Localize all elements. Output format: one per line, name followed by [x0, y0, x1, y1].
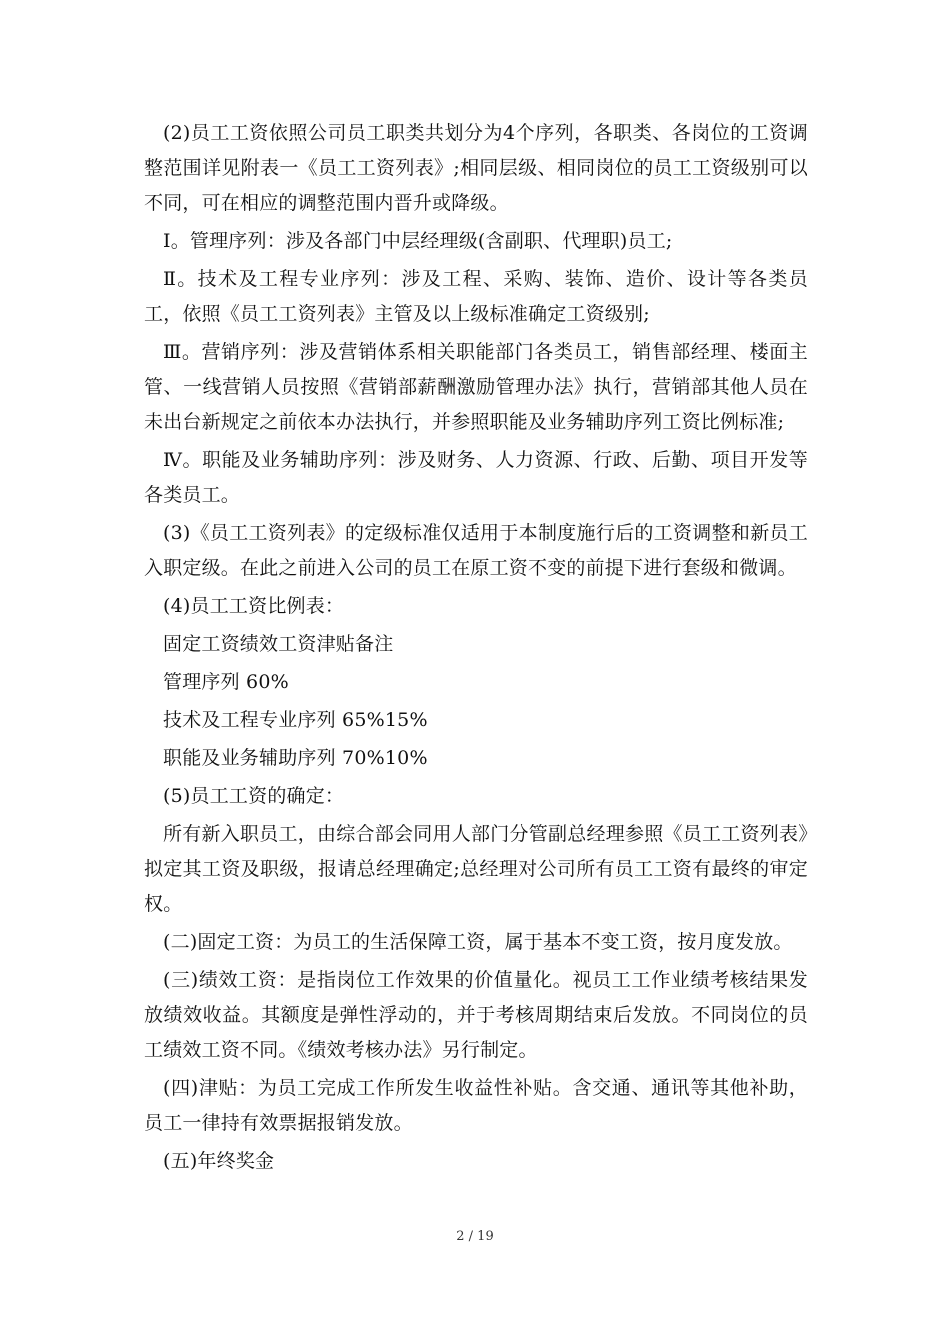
- paragraph-salary-sequences: (2)员工工资依照公司员工职类共划分为4个序列，各职类、各岗位的工资调整范围详见附表一《员工工资列表》;相同层级、相同岗位的员工工资级别可以不同，可在相应的调整范围内晋升或降级。: [144, 122, 808, 214]
- paragraph-performance-salary: (三)绩效工资：是指岗位工作效果的价值量化。视员工工作业绩考核结果发放绩效收益。其额度是弹性浮动的，并于考核周期结束后发放。不同岗位的员工绩效工资不同。《绩效考核办法》另行制定。: [144, 969, 808, 1061]
- paragraph-management-sequence: Ⅰ。管理序列：涉及各部门中层经理级(含副职、代理职)员工;: [163, 230, 673, 252]
- ratio-table-row-management: 管理序列 60%: [163, 671, 289, 693]
- paragraph-grading-standard: (3)《员工工资列表》的定级标准仅适用于本制度施行后的工资调整和新员工入职定级。在此之前进入公司的员工在原工资不变的前提下进行套级和微调。: [144, 522, 808, 579]
- ratio-table-row-support: 职能及业务辅助序列 70%10%: [163, 747, 428, 769]
- paragraph-fixed-salary: (二)固定工资：为员工的生活保障工资，属于基本不变工资，按月度发放。: [163, 931, 793, 953]
- ratio-table-row-technical: 技术及工程专业序列 65%15%: [163, 709, 428, 731]
- paragraph-year-end-bonus: (五)年终奖金: [163, 1150, 275, 1172]
- paragraph-allowance: (四)津贴：为员工完成工作所发生收益性补贴。含交通、通讯等其他补助，员工一律持有效票据报销发放。: [144, 1077, 808, 1134]
- paragraph-support-sequence: Ⅳ。职能及业务辅助序列：涉及财务、人力资源、行政、后勤、项目开发等各类员工。: [144, 449, 808, 506]
- paragraph-technical-sequence: Ⅱ。技术及工程专业序列：涉及工程、采购、装饰、造价、设计等各类员工，依照《员工工资列表》主管及以上级标准确定工资级别;: [144, 268, 808, 325]
- paragraph-ratio-table-heading: (4)员工工资比例表：: [163, 595, 345, 617]
- document-body: [144, 116, 808, 1182]
- paragraph-marketing-sequence: Ⅲ。营销序列：涉及营销体系相关职能部门各类员工，销售部经理、楼面主管、一线营销人员按照《营销部薪酬激励管理办法》执行，营销部其他人员在未出台新规定之前依本办法执行，并参照职能及业务辅助序列工资比例标准;: [144, 341, 808, 433]
- paragraph-salary-determination-heading: (5)员工工资的确定：: [163, 785, 345, 807]
- page-number: 2 / 19: [456, 1229, 494, 1244]
- paragraph-salary-determination: 所有新入职员工，由综合部会同用人部门分管副总经理参照《员工工资列表》拟定其工资及职级，报请总经理确定;总经理对公司所有员工工资有最终的审定权。: [144, 823, 808, 915]
- ratio-table-header-row: 固定工资绩效工资津贴备注: [163, 633, 394, 655]
